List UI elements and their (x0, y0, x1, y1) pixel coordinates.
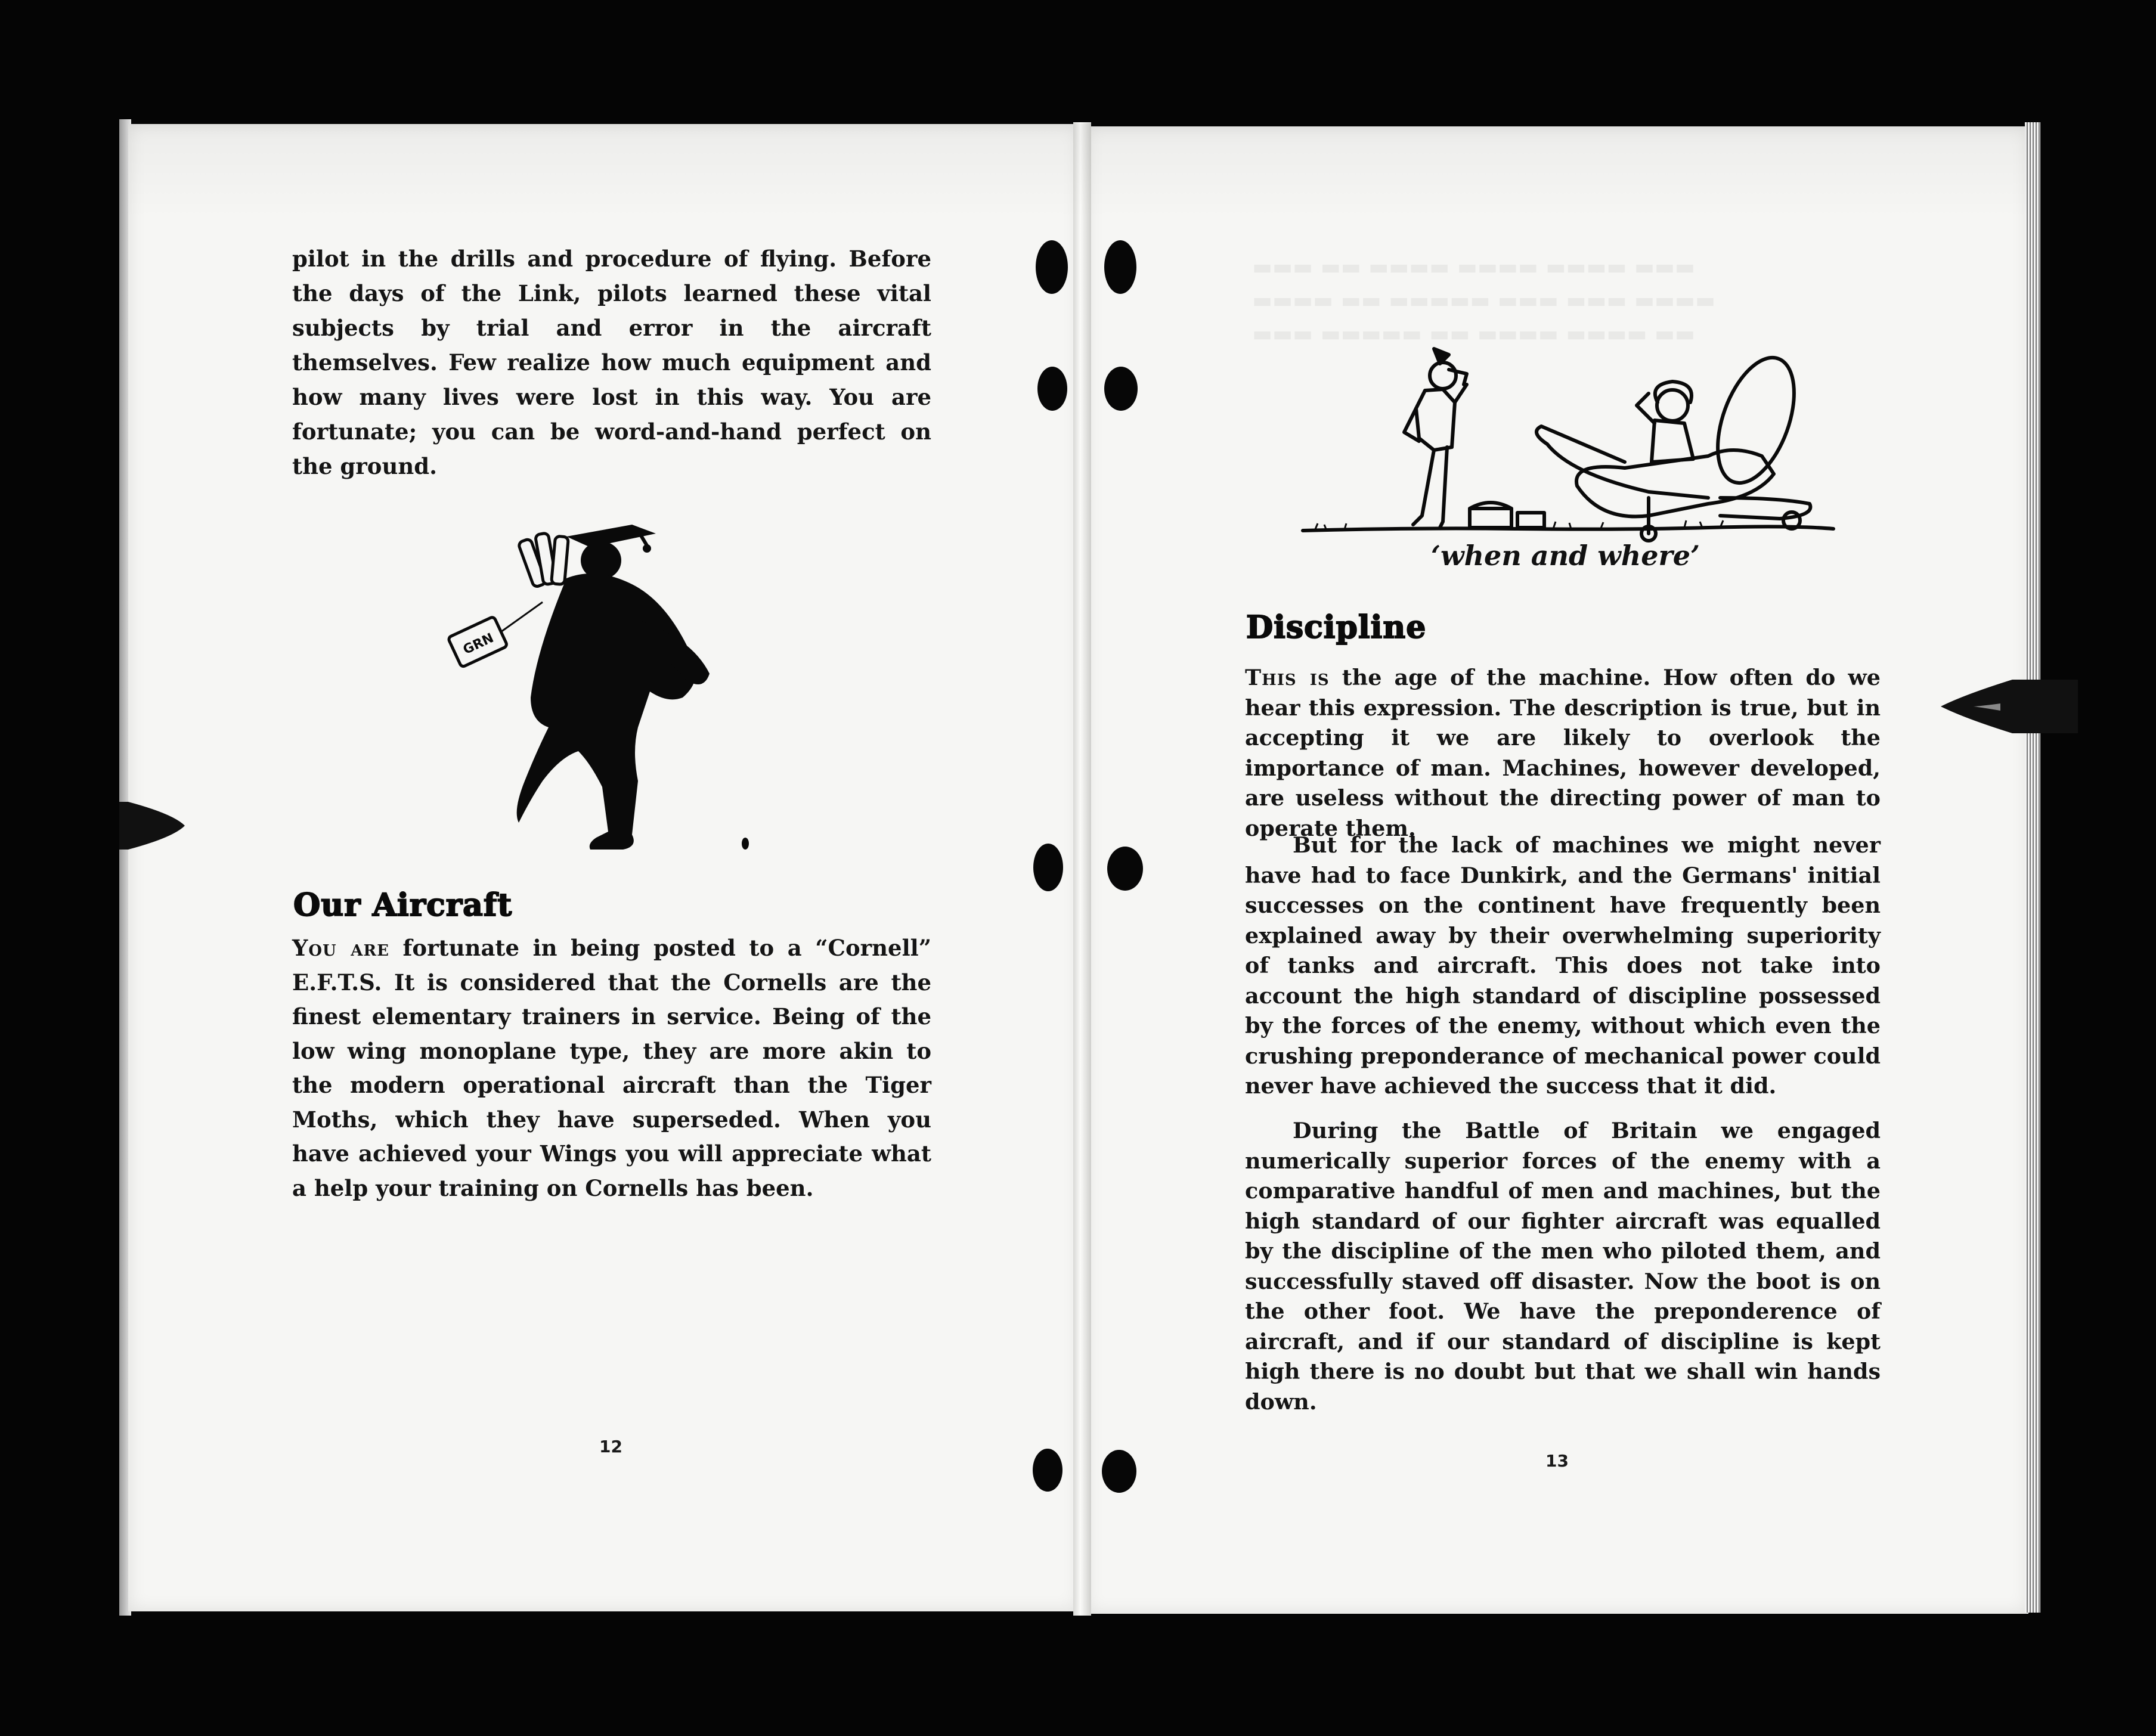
page-top-shadow (128, 124, 2027, 219)
discipline-lead-words: This is (1245, 665, 1330, 690)
discipline-paragraph-3 (1245, 1116, 1881, 1417)
aircraft-paragraph-text: fortunate in being posted to a “Cornell” E.F.T.S. It is considered that the Cornells are the finest elementary trainers in service. Being of the low wing monoplane type, they are more akin to the modern operational aircraft than the Tiger Moths, which they have superseded. When you have achieved your Wings you will appreciate what a help your training on Cornells has been. (292, 935, 931, 1201)
discipline-heading: Discipline (1246, 609, 1427, 646)
illustration-caption: ‘when and where’ (1431, 540, 1700, 572)
binder-hole (1102, 1450, 1136, 1493)
graduate-silhouette-illustration (441, 501, 763, 870)
left-clip-pointer (119, 802, 227, 850)
discipline-paragraph-2-text: But for the lack of machines we might never have had to face Dunkirk, and the Germans' initial successes on the continent have frequently been explained away by their overwhelming superiority of tanks and aircraft. This does not take into account the high standard of discipline possessed by the forces of the enemy, without which even the crushing preponderance of mechanical power could never have achieved the success that it did. (1245, 832, 1881, 1099)
binder-hole (1104, 240, 1136, 294)
right-page-stack-edge (2025, 122, 2040, 1613)
discipline-paragraph-1-text: the age of the machine. How often do we hear this expression. The description is true, but in accepting it we are likely to overlook the importance of man. Machines, however developed, are useless without the directing power of man to operate them. (1245, 665, 1881, 841)
binder-hole (1037, 367, 1067, 411)
binder-hole (1107, 847, 1143, 891)
left-page-intro-paragraph (292, 241, 931, 483)
binder-hole (1033, 844, 1063, 891)
discipline-paragraph-1 (1245, 663, 1881, 844)
binder-hole (1033, 1449, 1062, 1492)
discipline-paragraph-3-text: During the Battle of Britain we engaged numerically superior forces of the enemy with a comparative handful of men and machines, but the high standard of our fighter aircraft was equalled by the discipline of the men who piloted them, and successfully staved off disaster. Now the boot is on the other foot. We have the preponderence of aircraft, and if our standard of discipline is kept high there is no doubt but that we shall win hands down. (1245, 1118, 1881, 1415)
binder-hole (1036, 240, 1068, 294)
discipline-paragraph-2 (1245, 830, 1881, 1102)
our-aircraft-paragraph (292, 931, 931, 1205)
aircraft-lead-words: You are (292, 935, 389, 961)
page-number-left: 12 (599, 1437, 622, 1456)
binder-hole (1104, 367, 1138, 411)
page-number-right: 13 (1545, 1451, 1569, 1471)
our-aircraft-heading: Our Aircraft (293, 887, 513, 923)
bleed-through-text: ▬▬▬ ▬▬ ▬▬▬▬ ▬▬▬▬ ▬▬▬▬ ▬▬▬ ▬▬▬▬ ▬▬ ▬▬▬▬▬ ▬▬▬ ▬▬▬ ▬▬▬▬ ▬▬▬ ▬▬▬▬▬ ▬▬ ▬▬▬▬ ▬▬▬▬ ▬▬ (1252, 255, 1715, 346)
graduate-tag-label: GRN (460, 630, 496, 658)
intro-paragraph-text: pilot in the drills and procedure of flying. Before the days of the Link, pilots learned these vital subjects by trial and error in the aircraft themselves. Few realize how much equipment and how many lives were lost in this way. You are fortunate; you can be word-and-hand perfect on the ground. (292, 246, 931, 479)
right-clip-pointer (1941, 680, 2078, 733)
binding-gutter (1073, 122, 1091, 1616)
